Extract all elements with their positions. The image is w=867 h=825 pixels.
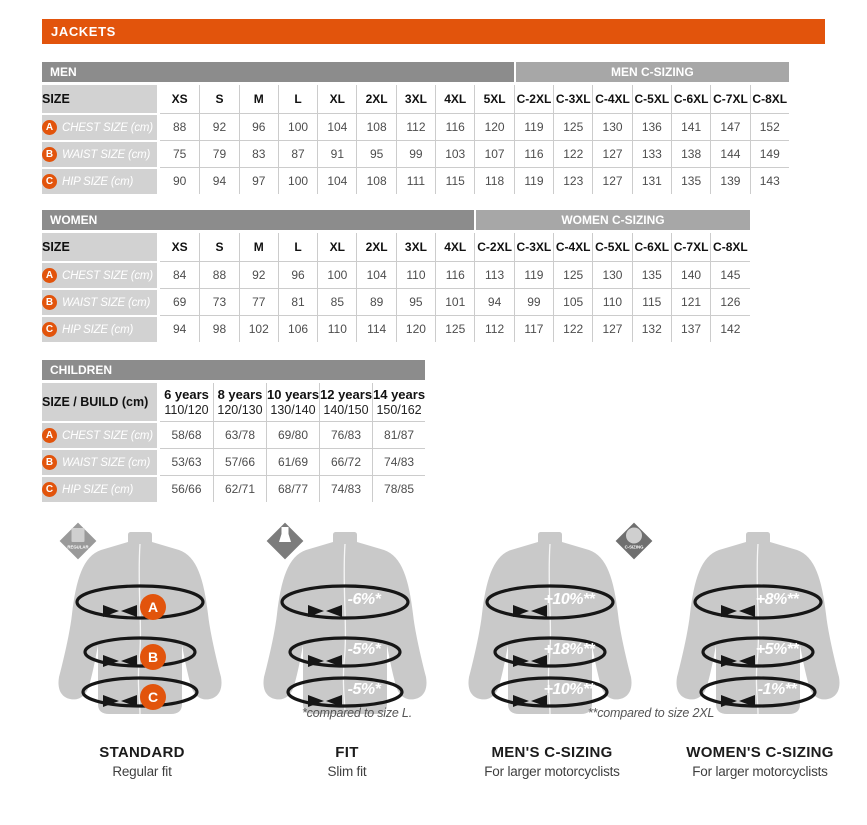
size-value: 108 [356, 167, 395, 194]
size-header-cell: SIZE / BUILD (cm) [42, 383, 160, 421]
size-value: 110 [592, 288, 631, 315]
table-csizing-band [474, 210, 749, 233]
measure-row-label-cell [42, 113, 160, 140]
size-value: 130 [592, 113, 631, 140]
size-value: 125 [553, 113, 592, 140]
figure-caption [245, 744, 449, 779]
size-value: 94 [160, 315, 199, 342]
size-value: 136 [632, 113, 671, 140]
table-group-band [42, 360, 425, 383]
figure-title: WOMEN'S C-SIZING [686, 744, 834, 761]
size-header-cell: SIZE [42, 233, 160, 261]
page-title-bar [42, 19, 825, 44]
size-value: 122 [553, 315, 592, 342]
size-value: 145 [710, 261, 749, 288]
age-col-header [319, 383, 372, 421]
table-csizing-band [514, 62, 789, 85]
build-label: 150/162 [376, 403, 422, 418]
fit-figure [40, 515, 244, 745]
size-col-header: 3XL [396, 85, 435, 113]
figure-subtitle: For larger motorcyclists [484, 764, 620, 779]
size-value: 143 [750, 167, 789, 194]
size-value: 113 [474, 261, 513, 288]
size-value: 84 [160, 261, 199, 288]
size-value: 69 [160, 288, 199, 315]
size-col-header: L [278, 233, 317, 261]
build-label: 110/120 [164, 403, 209, 418]
size-value: 138 [671, 140, 710, 167]
size-col-header: 3XL [396, 233, 435, 261]
jacket-silhouette [658, 528, 858, 724]
size-value: 102 [239, 315, 278, 342]
band-percent-label: +18%** [543, 641, 595, 658]
measure-row-label-cell [42, 421, 160, 448]
size-value: 121 [671, 288, 710, 315]
measure-point-letter: B [147, 649, 159, 665]
band-percent-label: -1%** [757, 681, 797, 698]
size-table [42, 62, 789, 194]
figure-subtitle: Slim fit [327, 764, 367, 779]
badge-label: REGULAR [67, 544, 89, 550]
size-value: 104 [317, 167, 356, 194]
size-col-header: C-4XL [592, 85, 631, 113]
size-col-header: S [199, 85, 238, 113]
measure-badge: C [42, 174, 57, 189]
size-value: 92 [239, 261, 278, 288]
size-value: 94 [474, 288, 513, 315]
figure-title: MEN'S C-SIZING [491, 744, 613, 761]
age-label: 8 years [217, 387, 263, 403]
size-value: 132 [632, 315, 671, 342]
size-value: 57/66 [213, 448, 266, 475]
size-value: 81 [278, 288, 317, 315]
size-value: 100 [278, 113, 317, 140]
size-value: 73 [199, 288, 238, 315]
size-value: 115 [435, 167, 474, 194]
size-value: 110 [317, 315, 356, 342]
size-value: 56/66 [160, 475, 213, 502]
size-value: 108 [356, 113, 395, 140]
size-value: 100 [278, 167, 317, 194]
measure-point-letter: A [147, 599, 159, 615]
size-col-header: L [278, 85, 317, 113]
measure-row-label-cell [42, 167, 160, 194]
size-value: 114 [356, 315, 395, 342]
table-csizing-label: WOMEN C-SIZING [561, 213, 665, 227]
measure-row-label-cell [42, 261, 160, 288]
regular-fit-icon [72, 528, 85, 542]
size-value: 83 [239, 140, 278, 167]
size-value: 92 [199, 113, 238, 140]
size-value: 116 [514, 140, 553, 167]
size-value: 127 [592, 167, 631, 194]
size-value: 96 [278, 261, 317, 288]
size-value: 89 [356, 288, 395, 315]
comparison-footnote: **compared to size 2XL [587, 706, 715, 720]
size-value: 107 [474, 140, 513, 167]
size-col-header: C-7XL [710, 85, 749, 113]
size-value: 79 [199, 140, 238, 167]
size-value: 85 [317, 288, 356, 315]
figure-subtitle: Regular fit [112, 764, 172, 779]
size-value: 95 [356, 140, 395, 167]
band-percent-label: -6%* [347, 591, 381, 608]
size-value: 87 [278, 140, 317, 167]
size-value: 88 [199, 261, 238, 288]
size-value: 110 [396, 261, 435, 288]
size-col-header: C-6XL [632, 233, 671, 261]
measure-badge: C [42, 482, 57, 497]
fit-figure [658, 515, 862, 745]
measure-row-label-cell [42, 448, 160, 475]
size-value: 135 [632, 261, 671, 288]
size-value: 127 [592, 315, 631, 342]
figure-title: FIT [335, 744, 359, 761]
measure-label: CHEST SIZE (cm) [62, 429, 153, 442]
size-value: 130 [592, 261, 631, 288]
size-col-header: S [199, 233, 238, 261]
size-value: 112 [396, 113, 435, 140]
measure-label: CHEST SIZE (cm) [62, 121, 153, 134]
size-col-header: C-3XL [514, 233, 553, 261]
size-col-header: C-2XL [514, 85, 553, 113]
men-size-table [42, 62, 789, 194]
size-value: 99 [514, 288, 553, 315]
size-value: 76/83 [319, 421, 372, 448]
page-title: JACKETS [51, 24, 116, 39]
measure-label: WAIST SIZE (cm) [62, 456, 151, 469]
table-group-band [42, 210, 474, 233]
size-value: 119 [514, 167, 553, 194]
size-col-header: C-5XL [592, 233, 631, 261]
size-col-header: 4XL [435, 233, 474, 261]
size-value: 116 [435, 113, 474, 140]
size-value: 97 [239, 167, 278, 194]
size-value: 115 [632, 288, 671, 315]
size-value: 135 [671, 167, 710, 194]
women-size-table [42, 210, 750, 342]
children-size-table [42, 360, 425, 502]
measure-badge: A [42, 428, 57, 443]
size-value: 103 [435, 140, 474, 167]
measure-badge: B [42, 455, 57, 470]
size-value: 77 [239, 288, 278, 315]
measure-label: WAIST SIZE (cm) [62, 296, 151, 309]
measure-point-letter: C [147, 689, 159, 705]
size-value: 140 [671, 261, 710, 288]
measure-label: HIP SIZE (cm) [62, 175, 134, 188]
size-value: 99 [396, 140, 435, 167]
figure-caption [450, 744, 654, 779]
build-label: 130/140 [270, 403, 316, 418]
size-value: 94 [199, 167, 238, 194]
measure-badge: C [42, 322, 57, 337]
measure-badge: B [42, 147, 57, 162]
size-col-header: XS [160, 233, 199, 261]
measure-row-label-cell [42, 315, 160, 342]
size-value: 117 [514, 315, 553, 342]
age-label: 6 years [164, 387, 209, 403]
measure-badge: A [42, 268, 57, 283]
age-label: 12 years [320, 387, 372, 403]
badge-label: C-SIZING [624, 544, 644, 550]
figure-caption [40, 744, 244, 779]
c-sizing-icon [626, 528, 642, 544]
age-col-header [160, 383, 213, 421]
table-group-label: CHILDREN [50, 363, 112, 377]
size-value: 101 [435, 288, 474, 315]
band-percent-label: +10%** [543, 681, 595, 698]
table-group-band [42, 62, 514, 85]
size-value: 105 [553, 288, 592, 315]
size-value: 144 [710, 140, 749, 167]
measure-badge: B [42, 295, 57, 310]
size-value: 66/72 [319, 448, 372, 475]
size-col-header: XL [317, 233, 356, 261]
size-value: 116 [435, 261, 474, 288]
size-value: 120 [396, 315, 435, 342]
size-value: 111 [396, 167, 435, 194]
age-label: 14 years [373, 387, 426, 403]
csizing-badge [608, 515, 660, 567]
size-value: 78/85 [372, 475, 425, 502]
size-value: 118 [474, 167, 513, 194]
size-value: 133 [632, 140, 671, 167]
table-group-label: WOMEN [50, 213, 98, 227]
size-value: 88 [160, 113, 199, 140]
size-value: 127 [592, 140, 631, 167]
size-value: 147 [710, 113, 749, 140]
size-col-header: C-2XL [474, 233, 513, 261]
table-group-label: MEN [50, 65, 77, 79]
size-value: 152 [750, 113, 789, 140]
size-value: 131 [632, 167, 671, 194]
measure-label: HIP SIZE (cm) [62, 323, 134, 336]
size-value: 100 [317, 261, 356, 288]
size-value: 125 [435, 315, 474, 342]
band-percent-label: +5%** [755, 641, 799, 658]
size-value: 125 [553, 261, 592, 288]
measure-label: HIP SIZE (cm) [62, 483, 134, 496]
size-value: 61/69 [266, 448, 319, 475]
age-col-header [213, 383, 266, 421]
size-value: 104 [356, 261, 395, 288]
measure-row-label-cell [42, 288, 160, 315]
size-value: 62/71 [213, 475, 266, 502]
build-label: 140/150 [323, 403, 369, 418]
size-value: 63/78 [213, 421, 266, 448]
size-value: 58/68 [160, 421, 213, 448]
age-col-header [372, 383, 425, 421]
size-value: 137 [671, 315, 710, 342]
size-col-header: C-4XL [553, 233, 592, 261]
size-value: 120 [474, 113, 513, 140]
measure-row-label-cell [42, 475, 160, 502]
size-value: 119 [514, 261, 553, 288]
size-value: 74/83 [372, 448, 425, 475]
size-header-cell: SIZE [42, 85, 160, 113]
figure-subtitle: For larger motorcyclists [692, 764, 828, 779]
size-col-header: M [239, 233, 278, 261]
regular-badge [52, 515, 104, 567]
size-value: 104 [317, 113, 356, 140]
measure-label: WAIST SIZE (cm) [62, 148, 151, 161]
size-value: 74/83 [319, 475, 372, 502]
size-value: 142 [710, 315, 749, 342]
size-col-header: C-7XL [671, 233, 710, 261]
size-value: 81/87 [372, 421, 425, 448]
size-value: 90 [160, 167, 199, 194]
band-percent-label: +8%** [755, 591, 799, 608]
band-percent-label: +10%** [543, 591, 595, 608]
size-col-header: C-6XL [671, 85, 710, 113]
size-col-header: XL [317, 85, 356, 113]
comparison-footnote: *compared to size L. [302, 706, 412, 720]
size-value: 96 [239, 113, 278, 140]
age-label: 10 years [267, 387, 319, 403]
measure-row-label-cell [42, 140, 160, 167]
size-value: 149 [750, 140, 789, 167]
size-col-header: C-8XL [710, 233, 749, 261]
size-value: 126 [710, 288, 749, 315]
figure-caption [658, 744, 862, 779]
measure-label: CHEST SIZE (cm) [62, 269, 153, 282]
size-col-header: 4XL [435, 85, 474, 113]
size-value: 141 [671, 113, 710, 140]
size-value: 53/63 [160, 448, 213, 475]
build-label: 120/130 [217, 403, 263, 418]
size-col-header: C-8XL [750, 85, 789, 113]
band-percent-label: -5%* [347, 681, 381, 698]
size-value: 75 [160, 140, 199, 167]
size-table [42, 360, 425, 502]
figure-title: STANDARD [99, 744, 185, 761]
size-value: 91 [317, 140, 356, 167]
size-value: 123 [553, 167, 592, 194]
size-col-header: 2XL [356, 85, 395, 113]
size-value: 68/77 [266, 475, 319, 502]
size-col-header: 2XL [356, 233, 395, 261]
size-col-header: C-3XL [553, 85, 592, 113]
size-col-header: XS [160, 85, 199, 113]
size-table [42, 210, 750, 342]
age-col-header [266, 383, 319, 421]
table-csizing-label: MEN C-SIZING [611, 65, 694, 79]
measure-badge: A [42, 120, 57, 135]
size-value: 106 [278, 315, 317, 342]
size-value: 69/80 [266, 421, 319, 448]
size-value: 122 [553, 140, 592, 167]
size-value: 98 [199, 315, 238, 342]
size-col-header: C-5XL [632, 85, 671, 113]
size-value: 119 [514, 113, 553, 140]
slim-badge [259, 515, 311, 567]
size-value: 112 [474, 315, 513, 342]
size-value: 139 [710, 167, 749, 194]
size-col-header: 5XL [474, 85, 513, 113]
size-value: 95 [396, 288, 435, 315]
band-percent-label: -5%* [347, 641, 381, 658]
size-col-header: M [239, 85, 278, 113]
